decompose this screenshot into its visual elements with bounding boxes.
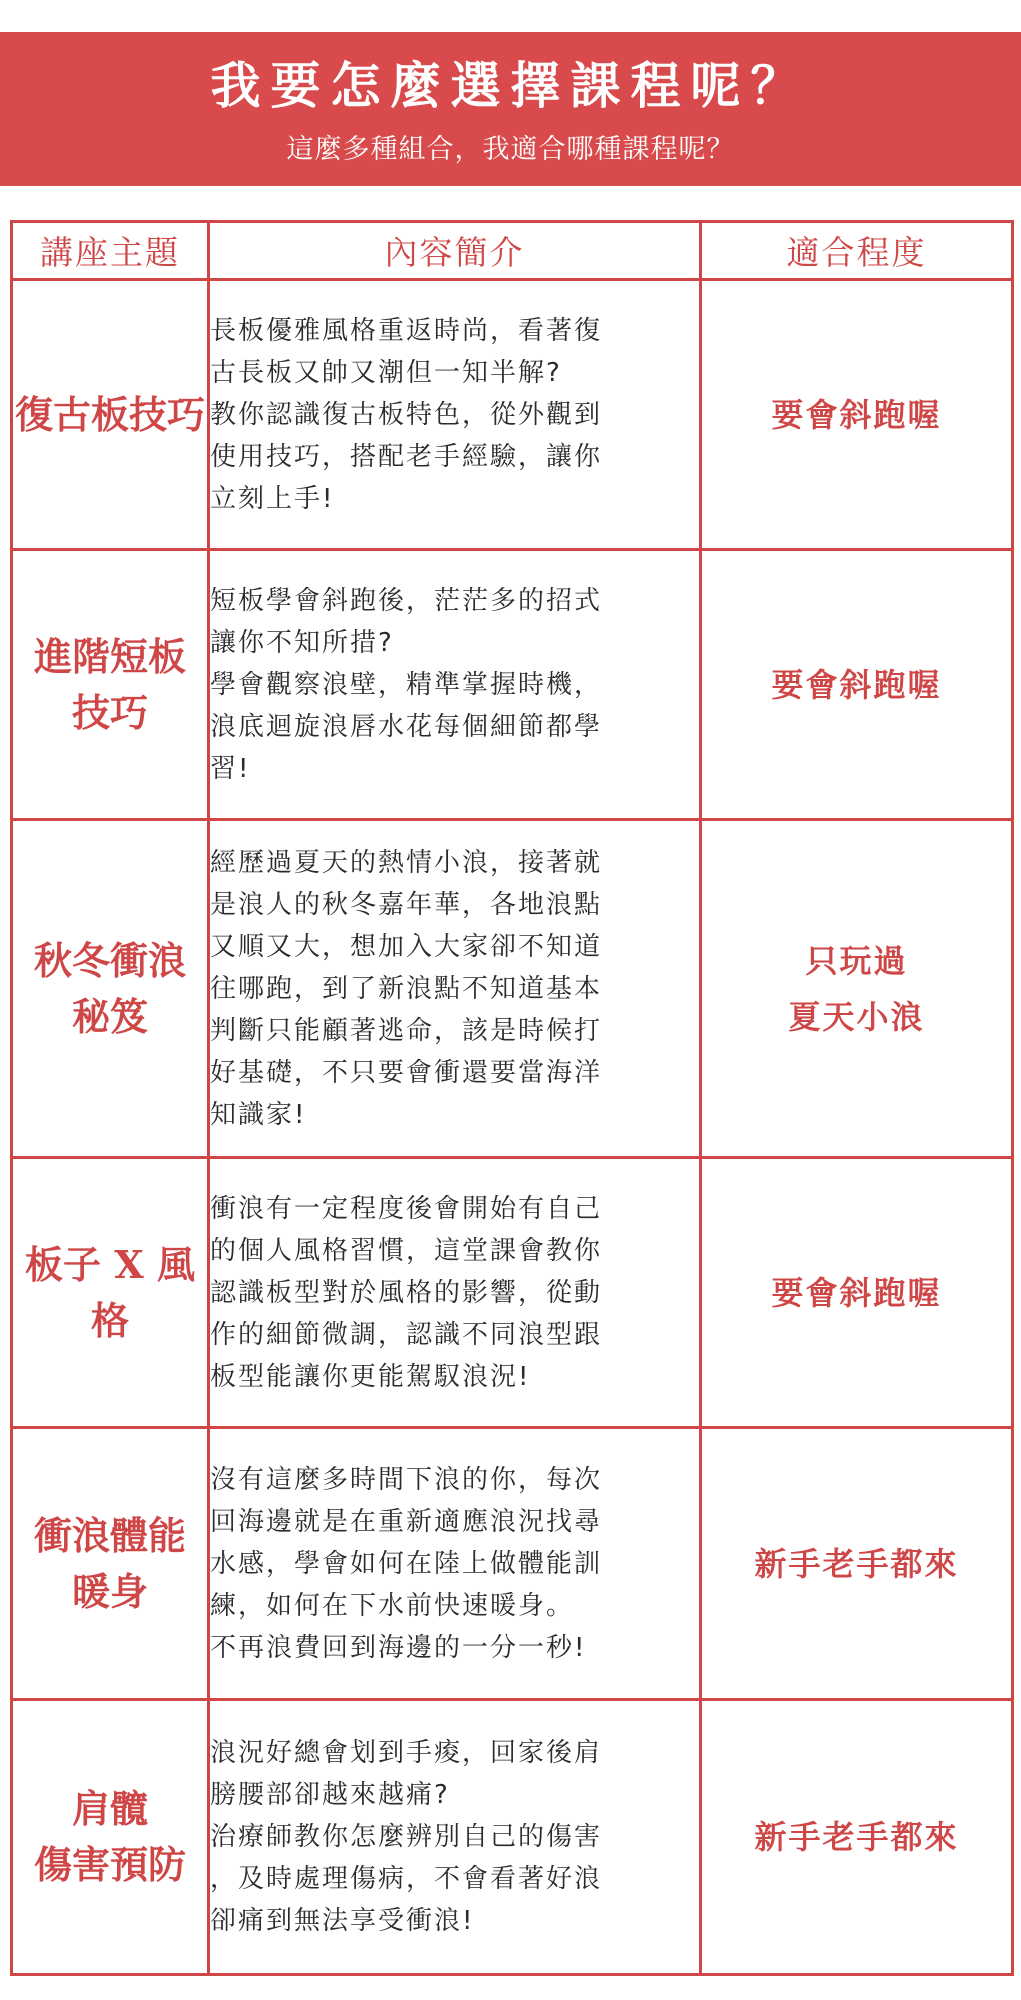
column-header-topic: 講座主題 bbox=[12, 222, 209, 280]
column-header-description: 內容簡介 bbox=[209, 222, 701, 280]
course-level: 要會斜跑喔 bbox=[701, 280, 1013, 550]
table-row bbox=[12, 1700, 1013, 1975]
course-level: 要會斜跑喔 bbox=[701, 1158, 1013, 1428]
course-level: 要會斜跑喔 bbox=[701, 550, 1013, 820]
page-title: 我要怎麼選擇課程呢？ bbox=[210, 56, 811, 115]
course-topic: 肩髖 傷害預防 bbox=[12, 1700, 209, 1975]
table-row bbox=[12, 1428, 1013, 1700]
column-header-level: 適合程度 bbox=[701, 222, 1013, 280]
course-description: 經歷過夏天的熱情小浪，接著就 是浪人的秋冬嘉年華，各地浪點 又順又大，想加入大家卻不知道 往哪跑，到了新浪點不知道基本 判斷只能顧著逃命，該是時候打 好基礎，不只要會衝還要當海洋 知識家! bbox=[209, 820, 701, 1158]
course-level: 只玩過 夏天小浪 bbox=[701, 820, 1013, 1158]
table-row bbox=[12, 1158, 1013, 1428]
page-subtitle: 這麼多種組合，我適合哪種課程呢？ bbox=[286, 134, 735, 165]
course-description: 長板優雅風格重返時尚，看著復 古長板又帥又潮但一知半解? 教你認識復古板特色，從外觀到 使用技巧，搭配老手經驗，讓你 立刻上手! bbox=[209, 280, 701, 550]
course-level: 新手老手都來 bbox=[701, 1428, 1013, 1700]
course-topic: 進階短板 技巧 bbox=[12, 550, 209, 820]
course-topic: 板子 X 風格 bbox=[12, 1158, 209, 1428]
table-row bbox=[12, 820, 1013, 1158]
header-banner bbox=[0, 32, 1021, 186]
course-topic: 衝浪體能 暖身 bbox=[12, 1428, 209, 1700]
course-level: 新手老手都來 bbox=[701, 1700, 1013, 1975]
course-description: 衝浪有一定程度後會開始有自己 的個人風格習慣，這堂課會教你 認識板型對於風格的影響，從動 作的細節微調，認識不同浪型跟 板型能讓你更能駕馭浪況! bbox=[209, 1158, 701, 1428]
table-row bbox=[12, 550, 1013, 820]
table-header-row bbox=[12, 222, 1013, 280]
course-table bbox=[10, 220, 1014, 1976]
course-description: 沒有這麼多時間下浪的你，每次 回海邊就是在重新適應浪況找尋 水感，學會如何在陸上做體能訓 練，如何在下水前快速暖身。 不再浪費回到海邊的一分一秒! bbox=[209, 1428, 701, 1700]
course-description: 短板學會斜跑後，茫茫多的招式 讓你不知所措? 學會觀察浪壁，精準掌握時機， 浪底迴旋浪唇水花每個細節都學 習! bbox=[209, 550, 701, 820]
table-row bbox=[12, 280, 1013, 550]
course-topic: 復古板技巧 bbox=[12, 280, 209, 550]
course-topic: 秋冬衝浪 秘笈 bbox=[12, 820, 209, 1158]
course-description: 浪況好總會划到手痠，回家後肩 膀腰部卻越來越痛? 治療師教你怎麼辨別自己的傷害 ，及時處理傷病，不會看著好浪 卻痛到無法享受衝浪! bbox=[209, 1700, 701, 1975]
